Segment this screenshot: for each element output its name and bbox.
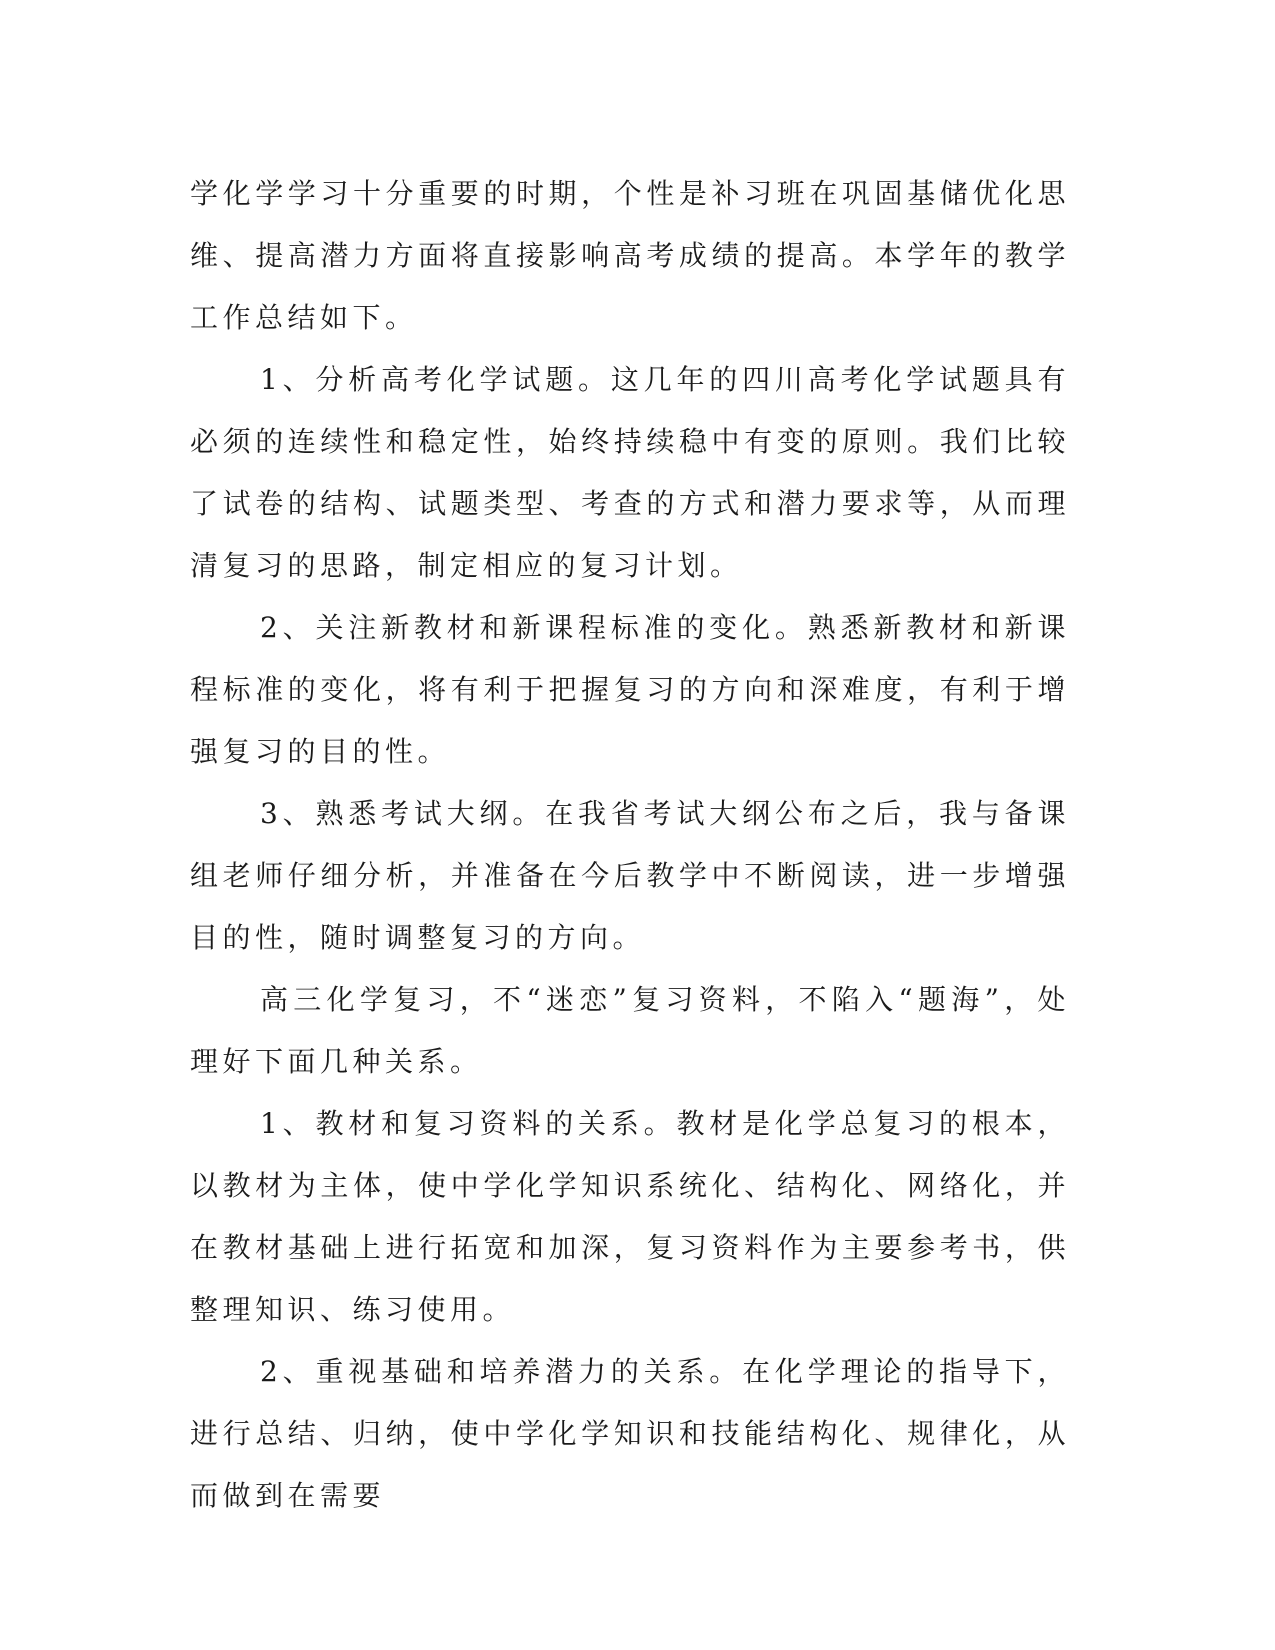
paragraph-intro: 学化学学习十分重要的时期，个性是补习班在巩固基储优化思维、提高潜力方面将直接影响高考成绩的提高。本学年的教学工作总结如下。 [190, 177, 1070, 334]
paragraph-relation-2: 2、重视基础和培养潜力的关系。在化学理论的指导下，进行总结、归纳，使中学化学知识和技能结构化、规律化，从而做到在需要 [190, 1355, 1070, 1512]
paragraph-relations-intro: 高三化学复习，不“迷恋”复习资料，不陷入“题海”，处理好下面几种关系。 [190, 983, 1070, 1078]
paragraph-relation-1: 1、教材和复习资料的关系。教材是化学总复习的根本，以教材为主体，使中学化学知识系统化、结构化、网络化，并在教材基础上进行拓宽和加深，复习资料作为主要参考书，供整理知识、练习使用。 [190, 1107, 1070, 1326]
document-body [190, 163, 1070, 1527]
paragraph-item-3-syllabus: 3、熟悉考试大纲。在我省考试大纲公布之后，我与备课组老师仔细分析，并准备在今后教学中不断阅读，进一步增强目的性，随时调整复习的方向。 [190, 797, 1070, 954]
paragraph-item-1-analysis: 1、分析高考化学试题。这几年的四川高考化学试题具有必须的连续性和稳定性，始终持续稳中有变的原则。我们比较了试卷的结构、试题类型、考查的方式和潜力要求等，从而理清复习的思路，制定相应的复习计划。 [190, 363, 1070, 582]
paragraph-item-2-textbook: 2、关注新教材和新课程标准的变化。熟悉新教材和新课程标准的变化，将有利于把握复习的方向和深难度，有利于增强复习的目的性。 [190, 611, 1070, 768]
